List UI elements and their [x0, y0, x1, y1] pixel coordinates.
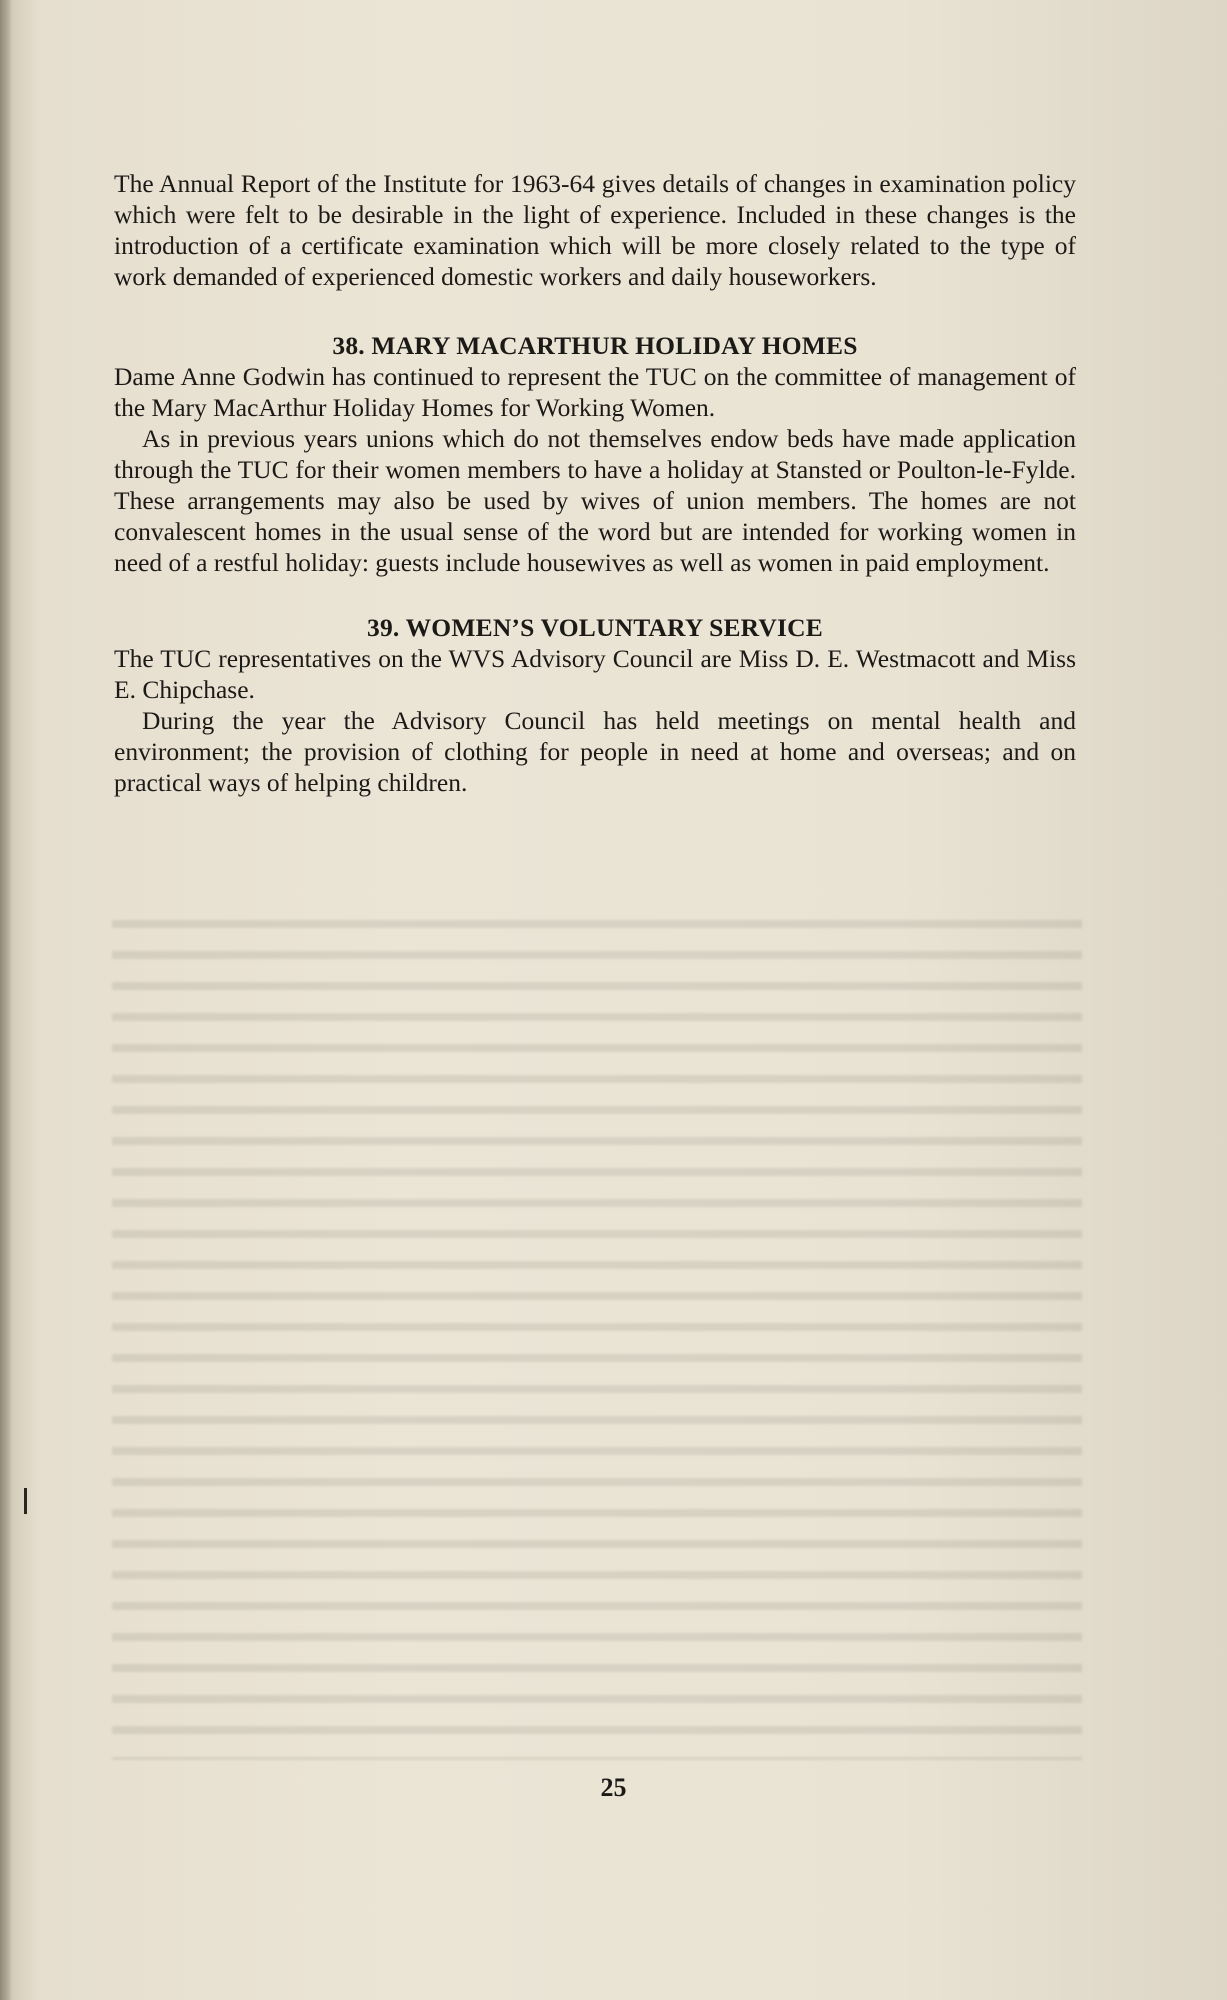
book-spine-shadow	[0, 0, 12, 2000]
section-38-paragraph-1: Dame Anne Godwin has continued to represent the TUC on the committee of management of the Mary MacArthur Holiday Homes for Working Women.	[114, 362, 1076, 422]
intro-paragraph: The Annual Report of the Institute for 1963-64 gives details of changes in examination policy which were felt to be desirable in the light of experience. Included in these changes is the introduction of a certificate examination which will be more closely related to the type of work demanded of experienced domestic workers and daily houseworkers.	[114, 169, 1076, 291]
page-content	[114, 168, 1076, 798]
page-number: 25	[600, 1773, 627, 1802]
show-through-texture	[112, 920, 1082, 1760]
section-38-paragraph-2: As in previous years unions which do not themselves endow beds have made application through the TUC for their women members to have a holiday at Stansted or Poulton-le-Fylde. These arrangements may also be used by wives of union members. The homes are not convalescent homes in the usual sense of the word but are intended for working women in need of a restful holiday: guests include housewives as well as women in paid employment.	[114, 424, 1076, 577]
section-38-heading: 38. MARY MACARTHUR HOLIDAY HOMES	[332, 331, 858, 360]
section-spacer	[114, 578, 1076, 612]
section-spacer	[114, 292, 1076, 330]
section-39	[114, 612, 1076, 798]
section-39-heading: 39. WOMEN’S VOLUNTARY SERVICE	[367, 613, 823, 642]
page-edge-mark	[24, 1488, 27, 1514]
section-39-paragraph-1: The TUC representatives on the WVS Advisory Council are Miss D. E. Westmacott and Miss E. Chipchase.	[114, 644, 1076, 704]
section-39-paragraph-2: During the year the Advisory Council has held meetings on mental health and environment; the provision of clothing for people in need at home and overseas; and on practical ways of helping children.	[114, 706, 1076, 797]
section-38	[114, 330, 1076, 578]
